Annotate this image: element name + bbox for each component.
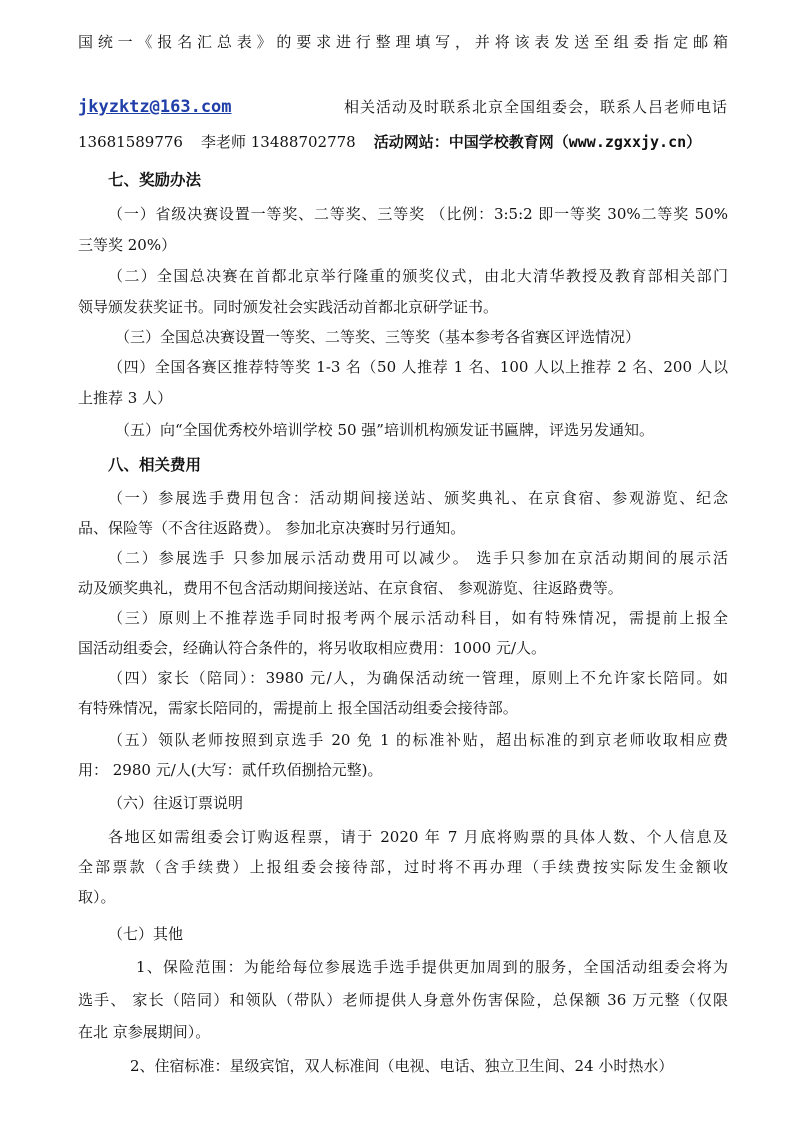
contact-text: 相关活动及时联系北京全国组委会，联系人吕老师电话 [343, 98, 728, 116]
section-7-p3: （三）全国总决赛设置一等奖、二等奖、三等奖（基本参考各省赛区评选情况） [115, 328, 641, 346]
website-link[interactable]: www.zgxxjy.cn [568, 133, 687, 151]
section-8-p6-line1: 各地区如需组委会订购返程票，请于 2020 年 7 月底将购票的具体人数、个人信息及 [108, 828, 728, 846]
section-8-p2b: 动及颁奖典礼，费用不包含活动期间接送站、在京食宿、 参观游览、往返路费等。 [78, 579, 623, 597]
section-8-p7-1-line3: 在北 京参展期间）。 [78, 1023, 211, 1041]
section-8-p7: （七）其他 [108, 925, 184, 943]
phone-number: 13681589776 [78, 133, 183, 151]
section-8-p6: （六）往返订票说明 [108, 794, 244, 812]
contact-line-2 [78, 97, 728, 117]
section-7-p5: （五）向“全国优秀校外培训学校 50 强”培训机构颁发证书匾牌，评选另发通知。 [115, 421, 654, 439]
section-7-p1a: （一）省级决赛设置一等奖、二等奖、三等奖 （比例：3:5:2 即一等奖 30%二等奖 50% [108, 205, 728, 223]
contact-line-1: 国统一《报名汇总表》的要求进行整理填写，并将该表发送至组委指定邮箱 [78, 33, 728, 51]
section-8-p7-1-line2: 选手、 家长（陪同）和领队（带队）老师提供人身意外伤害保险，总保额 36 万元整（仅限 [78, 991, 728, 1009]
section-7-heading: 七、奖励办法 [108, 170, 202, 189]
section-7-p2b: 领导颁发获奖证书。同时颁发社会实践活动首都北京研学证书。 [78, 298, 499, 316]
contact-line-3 [78, 132, 728, 152]
section-8-p3a: （三）原则上不推荐选手同时报考两个展示活动科目，如有特殊情况，需提前上报全 [108, 609, 728, 627]
section-8-p2a: （二）参展选手 只参加展示活动费用可以减少。 选手只参加在京活动期间的展示活 [108, 549, 728, 567]
teacher-phone: 李老师 13488702778 [200, 133, 356, 151]
website-close: ） [686, 133, 702, 151]
section-8-p5a: （五）领队老师按照到京选手 20 免 1 的标准补贴，超出标准的到京老师收取相应费 [108, 731, 728, 749]
section-8-p3b: 国活动组委会，经确认符合条件的，将另收取相应费用：1000 元/人。 [78, 639, 546, 657]
section-8-p6-line3: 取）。 [78, 888, 116, 906]
section-8-p4a: （四）家长（陪同）：3980 元/人，为确保活动统一管理，原则上不允许家长陪同。如 [108, 669, 728, 687]
email-link[interactable]: jkyzktz@163.com [78, 97, 232, 117]
section-7-p4b: 上推荐 3 人） [78, 389, 173, 407]
section-8-p7-2: 2、住宿标准：星级宾馆，双人标准间（电视、电话、独立卫生间、24 小时热水） [130, 1057, 674, 1075]
section-8-p1b: 品、保险等（不含往返路费）。 参加北京决赛时另行通知。 [78, 519, 466, 537]
section-8-heading: 八、相关费用 [108, 455, 202, 474]
section-8-p4b: 有特殊情况，需家长陪同的，需提前上 报全国活动组委会接待部。 [78, 699, 518, 717]
section-8-p1a: （一）参展选手费用包含：活动期间接送站、颁奖典礼、在京食宿、参观游览、纪念 [108, 489, 728, 507]
section-8-p7-1-line1: 1、保险范围：为能给每位参展选手选手提供更加周到的服务，全国活动组委会将为 [136, 958, 728, 976]
section-7-p2a: （二）全国总决赛在首都北京举行隆重的颁奖仪式，由北大清华教授及教育部相关部门 [108, 267, 728, 285]
section-7-p1b: 三等奖 20%） [78, 236, 177, 254]
section-7-p4a: （四）全国各赛区推荐特等奖 1-3 名（50 人推荐 1 名、100 人以上推荐 2 名、200 人以 [108, 358, 728, 376]
section-8-p5b: 用： 2980 元/人(大写：贰仟玖佰捌拾元整)。 [78, 761, 383, 779]
section-8-p6-line2: 全部票款（含手续费）上报组委会接待部，过时将不再办理（手续费按实际发生金额收 [78, 858, 728, 876]
website-label: 活动网站：中国学校教育网（ [373, 133, 569, 151]
